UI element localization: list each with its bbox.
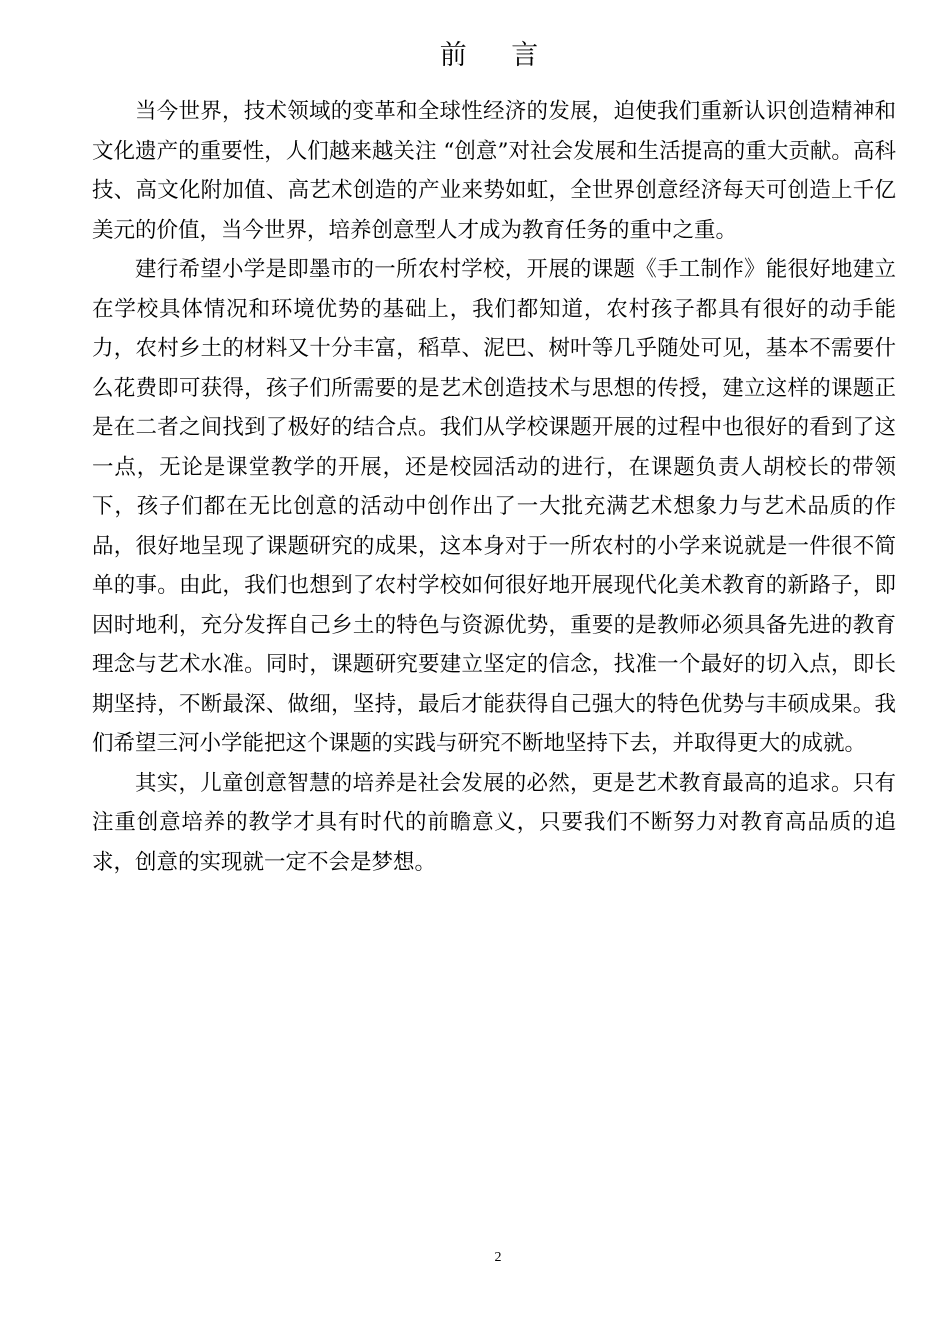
page-number: 2: [494, 1250, 502, 1265]
body-text: [92, 92, 896, 882]
paragraph-2: 建行希望小学是即墨市的一所农村学校，开展的课题《手工制作》能很好地建立在学校具体情况和环境优势的基础上，我们都知道，农村孩子都具有很好的动手能力，农村乡土的材料又十分丰富，稻草、泥巴、树叶等几乎随处可见，基本不需要什么花费即可获得，孩子们所需要的是艺术创造技术与思想的传授，建立这样的课题正是在二者之间找到了极好的结合点。我们从学校课题开展的过程中也很好的看到了这一点，无论是课堂教学的开展，还是校园活动的进行，在课题负责人胡校长的带领下，孩子们都在无比创意的活动中创作出了一大批充满艺术想象力与艺术品质的作品，很好地呈现了课题研究的成果，这本身对于一所农村的小学来说就是一件很不简单的事。由此，我们也想到了农村学校如何很好地开展现代化美术教育的新路子，即因时地利，充分发挥自己乡土的特色与资源优势，重要的是教师必须具备先进的教育理念与艺术水准。同时，课题研究要建立坚定的信念，找准一个最好的切入点，即长期坚持，不断最深、做细，坚持，最后才能获得自己强大的特色优势与丰硕成果。我们希望三河小学能把这个课题的实践与研究不断地坚持下去，并取得更大的成就。: [92, 257, 896, 756]
paragraph-1: 当今世界，技术领域的变革和全球性经济的发展，迫使我们重新认识创造精神和文化遗产的重要性，人们越来越关注 “创意”对社会发展和生活提高的重大贡献。高科技、高文化附加值、高艺术创造的产业来势如虹，全世界创意经济每天可创造上千亿美元的价值，当今世界，培养创意型人才成为教育任务的重中之重。: [92, 99, 896, 243]
paragraph-3: 其实，儿童创意智慧的培养是社会发展的必然，更是艺术教育最高的追求。只有注重创意培养的教学才具有时代的前瞻意义，只要我们不断努力对教育高品质的追求，创意的实现就一定不会是梦想。: [92, 770, 896, 875]
page-title: 前 言: [439, 40, 557, 71]
